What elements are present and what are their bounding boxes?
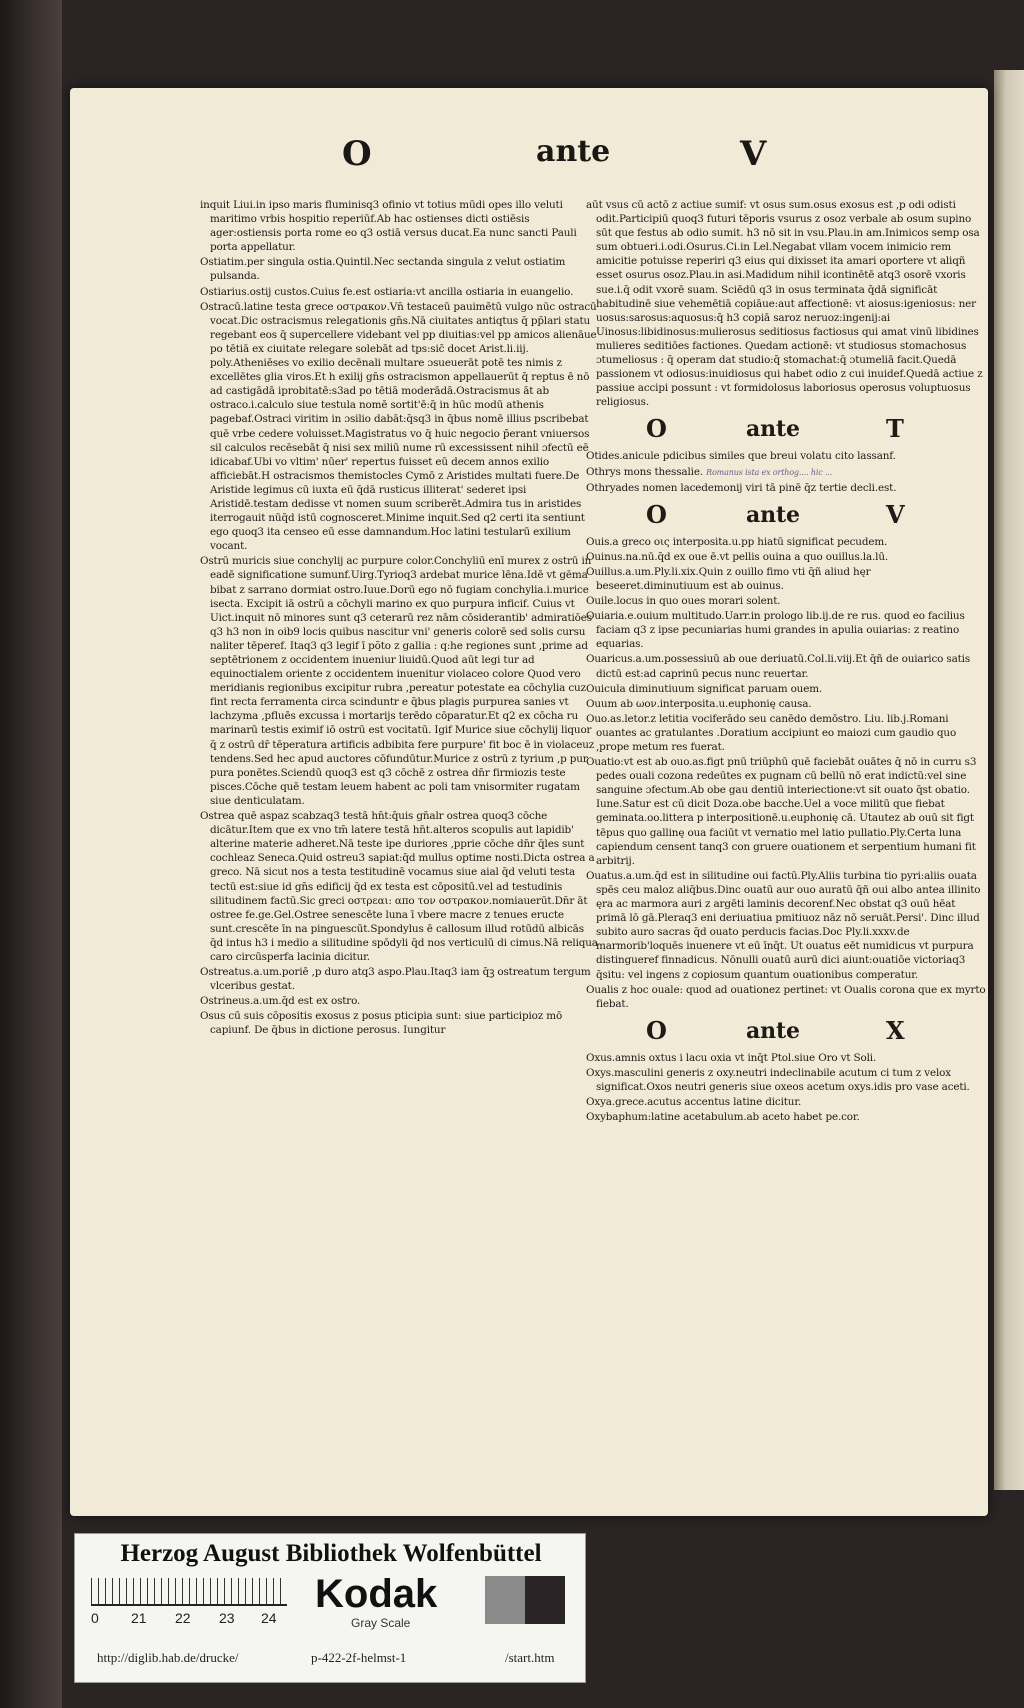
gray-swatch (485, 1576, 525, 1624)
section-letter: V (886, 499, 905, 529)
ruler-number: 0 (91, 1610, 99, 1626)
entry: Othryades nomen lacedemonij viri tā pinē q̄z tertie decli.est. (586, 481, 897, 494)
section-letter-o: O (646, 414, 667, 444)
gray-scale-label: Gray Scale (351, 1616, 411, 1630)
section-heading-ot (586, 411, 986, 447)
entry: Ostrea quē aspaz scabzaq3 testā hn̄t:q̄uis gn̄alr ostrea quoq3 cōche dicātur.Item que ex vno tm̄ latere testā hn̄t.alteros scopulis aut lapidib' alterine materie adheret.Nā teste ipe duriores ,pprie cōche dn̄r q̄les sunt cochleaz Seneca.Quid ostreu3 sapiat:q̄d mullus optime nosti.Dicta ostrea a greco. Nā sicut nos a testa testitudinē vocamus siue aial q̄d veluti testa tectū est:siue id gn̄s edificij q̄d ex testa est cōpositū.vel ad testudinis silitudinem factū.Sic greci οστρεαι: απο τον οστρακον.nomiauerūt.Dn̄r āt ostree fe.ge.Gel.Ostree senescēte luna ī vbere macre z tenues eructe sunt.crescēte īn na pinguescūt.Spondylus ē callosum illud rotūdū albicās q̄d intus h3 i medio a silitudine spōdyli q̄d nos verticulū di cimus.Nā reliqua caro circūsperfa lacinia dicitur. (200, 810, 598, 963)
entry: inquit Liui.in ipso maris fluminisq3 ofinio vt totius mūdi opes illo veluti maritimo vrbis hospitio reperiūf.Ab hac ostienses dicti ostiēsis ager:ostiensis porta rome eo q3 ostiā versus ducat.Ea nunc sancti Pauli porta appellatur. (200, 199, 577, 254)
entry: Ouinus.na.nū.q̄d ex oue ē.vt pellis ouina a quo ouillus.la.lū. (586, 550, 889, 563)
section-ante: ante (746, 416, 800, 443)
library-name: Herzog August Bibliothek Wolfenbüttel (120, 1540, 542, 1567)
section-ante: ante (746, 1017, 800, 1044)
entry: Ostreatus.a.um.poriē ,p duro atq3 aspo.Plau.Itaq3 iam q̄ꝫ ostreatum tergum vlceribus gestat. (200, 966, 591, 993)
entry: Oualis z hoc ouale: quod ad ouationez pertinet: vt Oualis corona que ex myrto fiebat. (586, 983, 986, 1010)
entry: Ouicula diminutiuum significat paruam ouem. (586, 682, 823, 695)
entry (586, 465, 986, 480)
entry: Ostrū muricis siue conchylij ac purpure color.Conchyliū enī murex z ostrū in eadē significatione sumunf.Uirg.Tyrioq3 ardebat murice lēna.Idē vt gēma bibat z sarrano dormiat ostro.Iuue.Dorū ego nō fugiam conchylia.i.murice isecta. Excipit iā ostrū a cōchyli marino ex quo purpura inficif. Cuius vt Uict.inquit nō minores sunt q3 ceterarū rez nām cōsiderantib' admiratiōes q3 h3 non in oib9 locis quibus nascitur vni' generis colorē sed solis cursu naliter tēperef. Itaq3 q3 legif ī põto z gallia : q:he regiones sunt ,prime ad septētrionem z occidentem inueniur liuidū.Quod aūt legi tur ad equinoctialem oriente z occidentem inuenitur violaceo colore Quod vero meridianis regionibus excipitur rubra ,pereatur potestate ea cōchylia cuz fint recta ferramenta circa scinduntr e q̄bus plagis purpurea sanies vt lachzyma ,pfluēs excussa i mortarijs terēdo cōparatur.Et q2 ex cōcha ru marinarū testis eximif iō ostrū est vocitatū. Igif Murice siue cōchylij liquor q̄ z ostrū dr̄ tēperatura artificis adbibita fere purpure' fit boc ē in violaceuz tendens.Sed hec apud auctores cōfundūtur.Murice z ostrū z tyrium ,p pur pura ponētes.Sciendū quoq3 est q3 cōchē z ostrea dn̄r firmiozis teste pisces.Cōche quē testam leuem habent ac poli tam vnisormiter rugatam siue denticulatam. (200, 555, 595, 807)
entry: Ouum ab ωον.interposita.u.euphonię causa. (586, 697, 812, 710)
scan-label (74, 1533, 586, 1683)
scale-ruler (91, 1578, 287, 1606)
page-header (70, 134, 988, 184)
ruler-number: 23 (219, 1610, 235, 1626)
entry: Otides.anicule pdicibus similes que breui volatu cito lassanf. (586, 450, 896, 463)
ruler-number: 24 (261, 1610, 277, 1626)
entry: Oxys.masculini generis z oxy.neutri indeclinabile acutum ci tum z velox significat.Oxos neutri generis siue oxeos acetum oxys.idis pro vase aceti. (586, 1066, 970, 1093)
kodak-logo: Kodak (315, 1572, 438, 1616)
document-page (70, 88, 988, 1516)
section-ante: ante (746, 501, 800, 528)
entry: Ouatio:vt est ab ouo.as.figt pnū triūphū quē faciebāt ouātes q̄ nō in curru s3 pedes ouali cozona redeūtes ex pugnam cū bellū nō erat indictū:vel sine sanguine ɔfectum.Ab obe gau dentiū interiectione:vt sit ouato q̄st obatio. Iune.Satur est cū dicit Doza.obe bacche.Uel a voce militū que fiebat geminata.oo.littera p interpositionē.u.euphonię cā. Utautez ab ouū sit figt tēpus quo gallinę oua faciūt vt vernatio mel latio pullatio.Ply.Certa luna capiendum censent tanq3 con gruere ouationem et serpentium humani fit arbitrij. (586, 756, 977, 867)
entry-text: Othrys mons thessalie. (586, 465, 703, 478)
header-letter-left: O (342, 134, 372, 174)
source-url: http://diglib.hab.de/drucke/ (97, 1650, 239, 1665)
page-file: /start.htm (505, 1650, 555, 1665)
header-letter-right: V (740, 134, 767, 174)
entry: Ouo.as.letor.z letitia vociferādo seu canēdo demōstro. Liu. lib.j.Romani ouantes ac gratulantes .Doratium accipiunt eo maiozi cum gaudio quo ,prope metum res fuerat. (586, 712, 957, 753)
dark-swatch (525, 1576, 565, 1624)
section-heading-ox (586, 1013, 986, 1049)
entry: Ouaricus.a.um.possessiuū ab oue deriuatū.Col.li.viij.Et q̄ñ de ouiarico satis dictū est:ad caprinū pecus nunc reuertar. (586, 653, 971, 680)
entry: Oxya.grece.acutus accentus latine dicitur. (586, 1096, 802, 1109)
entry: Oxus.amnis oxtus i lacu oxia vt inq̄t Ptol.siue Oro vt Soli. (586, 1051, 877, 1064)
shelfmark: p-422-2f-helmst-1 (311, 1650, 407, 1665)
section-letter: T (886, 414, 904, 444)
section-heading-ou (586, 497, 986, 533)
left-column (200, 198, 600, 1039)
right-column (586, 198, 986, 1125)
entry: Ouiaria.e.ouium multitudo.Uarr.in prologo lib.ij.de re rus. quod eo facilius faciam q3 z ipse pecuniarias humi grandes in apulia ouiarias: z reatino equarias. (586, 610, 965, 651)
section-letter-o: O (646, 1015, 667, 1045)
entry: aūt vsus cū actō z actiue sumif: vt osus sum.osus exosus est ,p odi odisti odit.Participiū quoq3 futuri tēporis vsurus z osoz verbale ab osum supino sūt que festus ab odio sumit. h3 nō sit in vsu.Plau.in am.Inimicos semp osa sum obtueri.i.odi.Osurus.Ci.in Lel.Negabat vllam vocem inimicio rem amicitie potuisse reperiri q3 eius qui dixisset ita amari oportere vt aliqñ esset osurus osoz.Plau.in asi.Madidum nihil icontinētē atq3 osorē vxoris sue.i.q̄ odit vxorē suam. Sciēdū q3 in osus terminata q̄dā significāt habitudinē siue vehemētiā copiāue:aut affectionē: vt aiosus:igeniosus: ner uosus:sarosus:aquosus:q̄ h3 copiā saroz neruoz:ingenij:ai Uinosus:libidinosus:mulierosus seditiosus factiosus qui amat vinū libidines mulieres seditiōes factiones. Quedam actionē: vt studiosus stomachosus ɔtumeliosus : q̄ operam dat studio:q̄ stomachat:q̄ ɔtumeliā facit.Quedā passionem vt odiosus:inuidiosus qui habet odio z cui inuidef.Quedā actiue z passiue accipi possunt : vt formidolosus laboriosus operosus voluptuosus religiosus. (586, 199, 983, 409)
ruler-number: 22 (175, 1610, 191, 1626)
header-ante: ante (536, 134, 611, 169)
entry: Ouatus.a.um.q̄d est in silitudine oui factū.Ply.Aliis turbina tio pyri:aliis ouata spēs ceu maloz aliq̄bus.Dinc ouatū aur ouo auratū q̄ñ oui albo antea illinito ęra ac marmora auri z argēti laminis decorenf.Nec obstat q3 ouū hēat primā lō gā.Pleraq3 eni deriuatiua pmitiuoz nāz nō seruāt.Persi'. Dinc illud subito auro sacras q̄d ouato perducis facias.Doc Ply.li.xxxv.de marmorib'loquēs inuenere vt eū īnq̄t. Ut ouatus eēt numidicus vt purpura distingueref finnadicus. Nōnulli ouatū aurū dici aiunt:ouatiōe victoriaq3 q̄situ: vel ingens z copiosum quantum ouationibus comperatur. (586, 869, 981, 981)
entry: Osus cū suis cōpositis exosus z posus pticipia sunt: siue participioz mō capiunf. De q̄bus in dictione perosus. Iungitur (200, 1010, 563, 1037)
ruler-number: 21 (131, 1610, 147, 1626)
page-edge (994, 70, 1024, 1490)
entry: Oxybaphum:latine acetabulum.ab aceto habet pe.cor. (586, 1111, 860, 1124)
entry: Ostiatim.per singula ostia.Quintil.Nec sectanda singula z velut ostiatim pulsanda. (200, 256, 566, 283)
section-letter: X (886, 1015, 905, 1045)
handwritten-note: Romanus ista ex orthog.... hic ... (706, 467, 833, 477)
entry: Ostrineus.a.um.q̄d est ex ostro. (200, 995, 361, 1008)
entry: Ouile.locus in quo oues morari solent. (586, 595, 781, 608)
entry: Ouis.a greco οις interposita.u.pp hiatū significat pecudem. (586, 535, 888, 548)
entry: Ostiarius.ostij custos.Cuius fe.est ostiaria:vt ancilla ostiaria in euangelio. (200, 285, 574, 298)
book-binding (0, 0, 62, 1708)
section-letter-o: O (646, 499, 667, 529)
entry: Ostracū.latine testa grece οστρακον.Vn̄ testaceū pauimētū vulgo nūc ostracū vocat.Dic ostracismus relegationis gn̄s.Nā ciuitates antiqtus q̄ pp̄lari statu regebant eos q̄ supercellere videbant vel pp diuitias:vel pp amicos alienāue po tētiā ex ciuitate relegare solebāt ad tps:sic̄ docet Arist.li.iij. poly.Atheniēses vo exilio decēnali multare ɔsueuerāt potē tes nimis z excellētes glia viros.Et h exilij gn̄s ostracismon appellauerūt q̄ reptus ē nō ad castigādā iprobitatē:s3ad po tētiā moderādā.Ostracismus āt ab ostraco.i.calculo siue testula nomē sortit'ē:q̄ in hūc modū athenis pagebaf.Ostraci viritim in ɔsilio dabāt:q̄sq3 in q̄bus nomē illius pscribebat quē vrbe cedere voluisset.Magistratus vo q̄ huic negocio p̄erant vniuersos sil calculos recēsebāt q̄ nisi sex miliū nume rū excessissent nihil ɔfectū eē idicabaf.Ubi vo vltim' nūer' repertus fuisset eū decem annos exilio afficiebāt.H ostracismos themistocles Cymō z Aristides multati fuere.De Aristide legimus cū iuxta eū q̄dā rusticus illiterat' sederet ipsi Aristidē.testam dedisse vt nomen suum scriberēt.Admira tus in aristides iterrogauit nūq̄d istū cognosceret.Minime inquit.Sed q2 certi ita sentiunt ego quoq3 ita censeo eū esse damnandum.Hoc latini testularū exilium vocant. (200, 300, 597, 553)
entry: Ouillus.a.um.Ply.li.xix.Quin z ouillo fimo vti q̄ñ aliud hęr beseeret.diminutiuum est ab ouinus. (586, 565, 871, 592)
